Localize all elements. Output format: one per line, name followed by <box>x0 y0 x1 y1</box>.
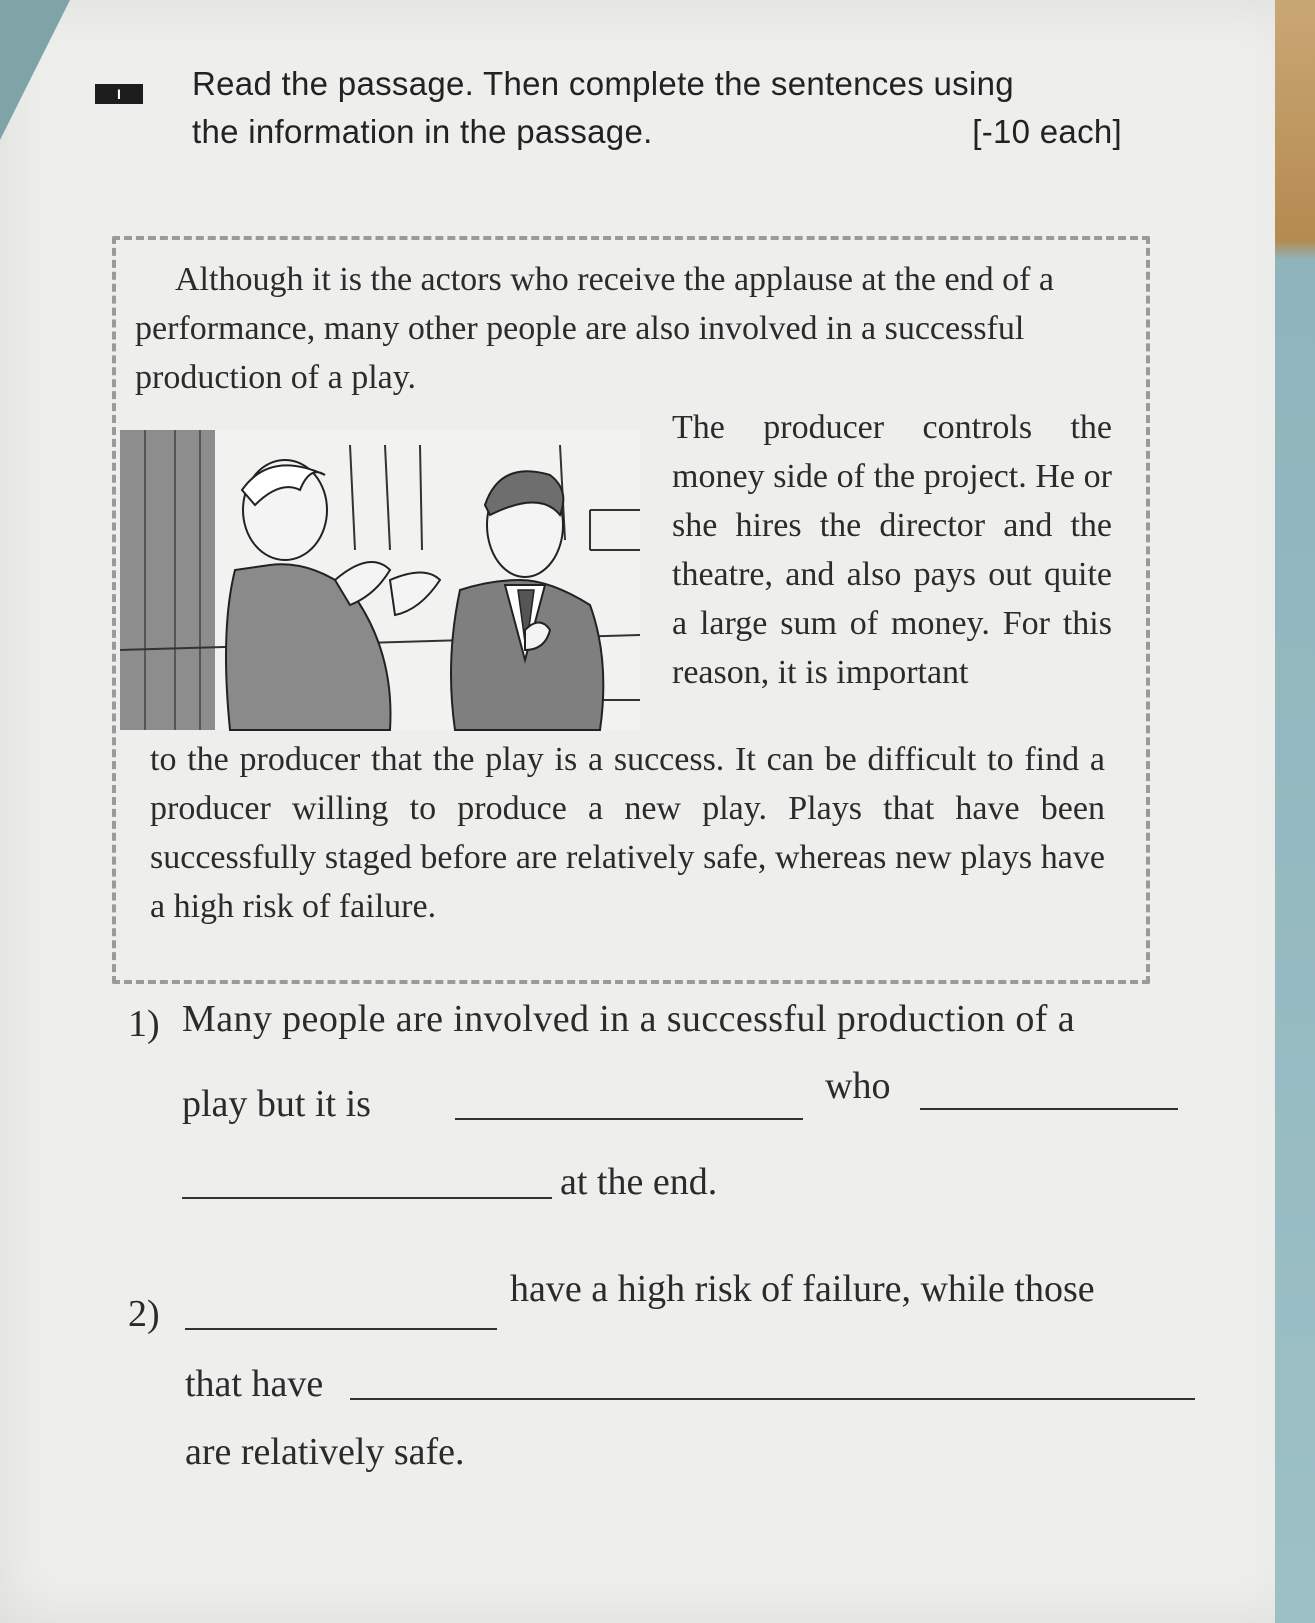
question-1-blank-1[interactable] <box>455 1118 803 1120</box>
instruction-line-2-row <box>192 108 1122 156</box>
background-edge <box>1275 0 1315 1623</box>
instruction-line-2: the information in the passage. <box>192 113 653 150</box>
question-2-blank-2[interactable] <box>350 1398 1195 1400</box>
question-1-line-2a: play but it is <box>182 1083 371 1125</box>
question-1-line-1: Many people are involved in a successful production of a <box>182 998 1075 1040</box>
question-2-number: 2) <box>128 1293 160 1335</box>
instruction-block <box>192 60 1122 156</box>
question-2-blank-1[interactable] <box>185 1328 497 1330</box>
passage-paragraph-2-rest: to the producer that the play is a success. It can be difficult to find a producer willing to produce a new play. Plays that have been successfully staged before are relatively safe, whereas new plays have a high risk of failure. <box>150 741 1105 925</box>
question-1-line-3: at the end. <box>560 1161 718 1203</box>
instruction-line-1: Read the passage. Then complete the sentences using <box>192 65 1014 102</box>
points-label: [-10 each] <box>972 113 1122 150</box>
passage-paragraph-2-wrap: The producer controls the money side of the project. He or she hires the director and the theatre, and also pays out quite a large sum of money. For this reason, it is important <box>672 409 1112 691</box>
question-1-number: 1) <box>128 1003 160 1045</box>
question-1-blank-2[interactable] <box>920 1108 1178 1110</box>
question-1-line-2b: who <box>825 1065 891 1107</box>
question-1-blank-3[interactable] <box>182 1197 552 1199</box>
page-corner-shadow <box>0 0 70 140</box>
question-2-line-3: are relatively safe. <box>185 1431 465 1473</box>
question-2-line-1: have a high risk of failure, while those <box>510 1268 1095 1310</box>
passage-paragraph-1: Although it is the actors who receive the applause at the end of a performance, many other people are also involved in a successful production of a play. <box>135 261 1054 396</box>
producer-illustration <box>120 430 660 740</box>
question-2-line-2: that have <box>185 1363 324 1405</box>
section-number-badge: I <box>95 84 143 104</box>
